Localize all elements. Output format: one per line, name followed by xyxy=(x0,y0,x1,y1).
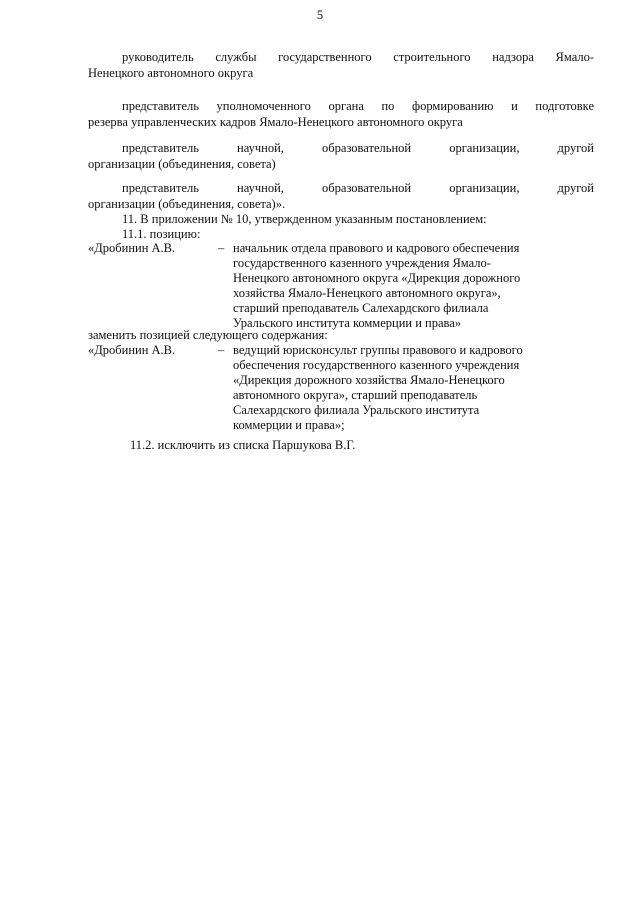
old-position-name: «Дробинин А.В. xyxy=(88,241,176,255)
old-position-description xyxy=(233,241,563,331)
description-line: начальник отдела правового и кадрового обеспечения xyxy=(233,241,520,255)
old-position-dash: – xyxy=(218,241,225,255)
member-line: руководитель службы государственного строительного надзора Ямало- xyxy=(122,50,594,64)
item-11-2: 11.2. исключить из списка Паршукова В.Г. xyxy=(130,438,356,452)
new-position-dash: – xyxy=(218,343,225,357)
description-line: старший преподаватель Салехардского филиала xyxy=(233,301,489,315)
description-line: ведущий юрисконсульт группы правового и кадрового xyxy=(233,343,523,357)
description-line: Салехардского филиала Уральского института xyxy=(233,403,480,417)
page-number: 5 xyxy=(316,8,324,22)
member-line: представитель научной, образовательной организации, другой xyxy=(122,181,594,195)
member-line: резерва управленческих кадров Ямало-Ненецкого автономного округа xyxy=(88,115,463,129)
description-line: Ненецкого автономного округа «Дирекция дорожного xyxy=(233,271,521,285)
member-line: представитель научной, образовательной организации, другой xyxy=(122,141,594,155)
item-11-1: 11.1. позицию: xyxy=(122,227,201,241)
description-line: коммерции и права»; xyxy=(233,418,345,432)
member-entry xyxy=(88,140,594,172)
description-line: Уральского института коммерции и права» xyxy=(233,316,462,330)
description-line: хозяйства Ямало-Ненецкого автономного округа», xyxy=(233,286,501,300)
member-entry xyxy=(88,180,594,212)
description-line: государственного казенного учреждения Ямало- xyxy=(233,256,491,270)
description-line: обеспечения государственного казенного учреждения xyxy=(233,358,520,372)
member-line: организации (объединения, совета) xyxy=(88,157,276,171)
member-entry xyxy=(88,98,594,130)
item-11: 11. В приложении № 10, утвержденном указанным постановлением: xyxy=(122,212,487,226)
new-position-description xyxy=(233,343,563,433)
replace-instruction: заменить позицией следующего содержания: xyxy=(88,328,328,342)
member-line: Ненецкого автономного округа xyxy=(88,66,254,80)
new-position-name: «Дробинин А.В. xyxy=(88,343,176,357)
description-line: автономного округа», старший преподаватель xyxy=(233,388,478,402)
description-line: «Дирекция дорожного хозяйства Ямало-Ненецкого xyxy=(233,373,505,387)
member-line: организации (объединения, совета)». xyxy=(88,197,286,211)
member-line: представитель уполномоченного органа по формированию и подготовке xyxy=(122,99,594,113)
member-entry xyxy=(88,49,594,81)
